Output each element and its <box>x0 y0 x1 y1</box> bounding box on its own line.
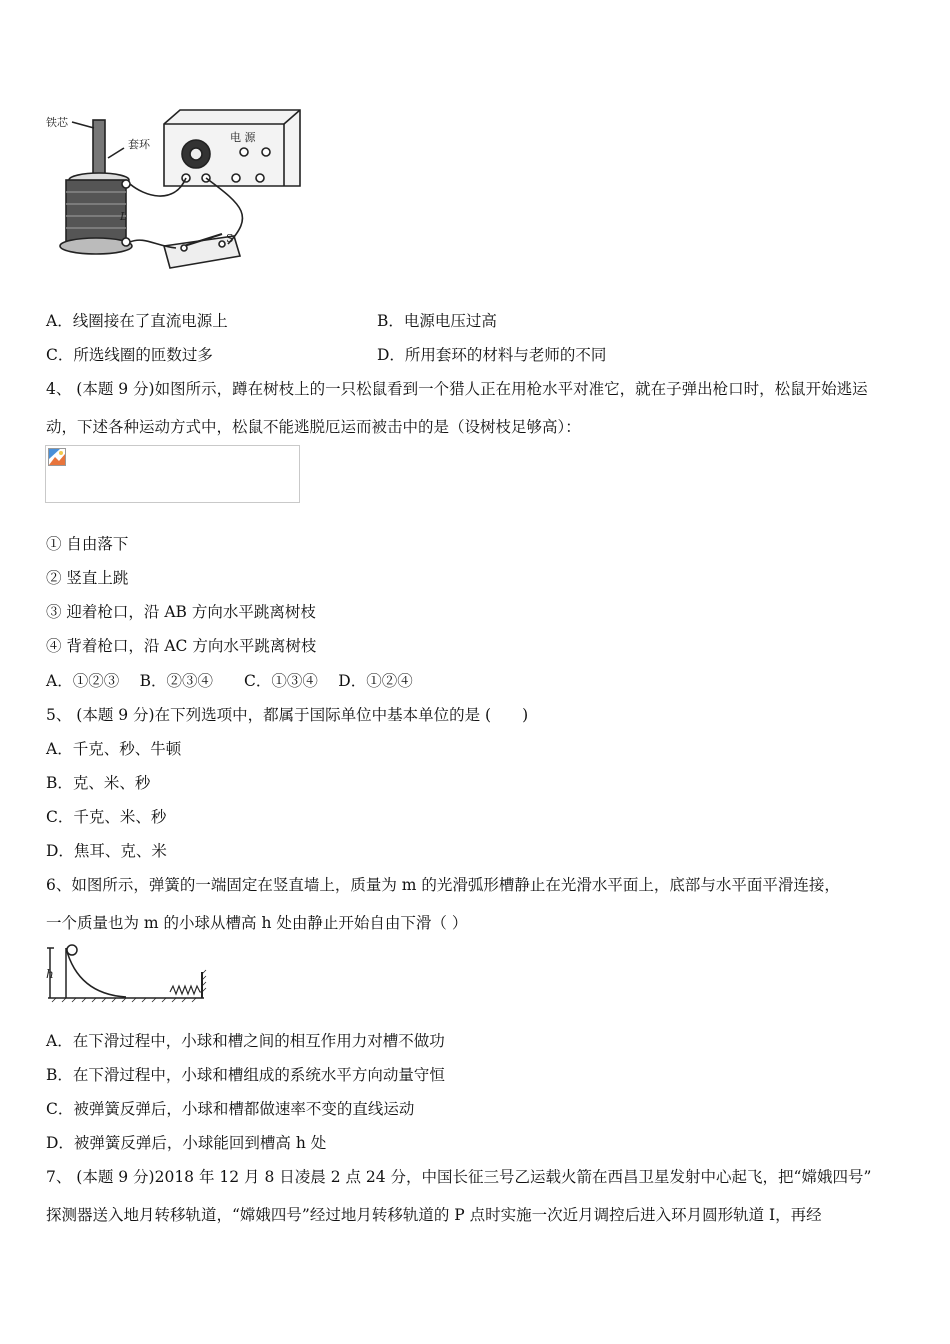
q3-option-a: A．线圈接在了直流电源上 <box>46 312 228 330</box>
core-label: 铁芯 <box>46 116 68 129</box>
q6-stem-line2: 一个质量也为 m 的小球从槽高 h 处由静止开始自由下滑（ ） <box>46 914 468 932</box>
q4-item-1: ① 自由落下 <box>46 535 129 553</box>
ring-label: 套环 <box>128 138 150 151</box>
q3-option-c: C．所选线圈的匝数过多 <box>46 346 213 364</box>
q4-stem-line2: 动，下述各种运动方式中，松鼠不能逃脱厄运而被击中的是（设树枝足够高）： <box>46 418 581 436</box>
q3-option-d: D．所用套环的材料与老师的不同 <box>377 346 607 364</box>
power-label: 电 源 <box>230 131 256 144</box>
q6-stem-line1: 6、如图所示，弹簧的一端固定在竖直墙上，质量为 m 的光滑弧形槽静止在光滑水平面上，底部与水平面平滑连接， <box>46 876 840 894</box>
electromagnet-apparatus-figure <box>44 96 306 274</box>
q5-option-d: D．焦耳、克、米 <box>46 842 167 860</box>
broken-image-icon <box>48 448 66 466</box>
q6-option-c: C．被弹簧反弹后，小球和槽都做速率不变的直线运动 <box>46 1100 415 1118</box>
q6-option-b: B．在下滑过程中，小球和槽组成的系统水平方向动量守恒 <box>46 1066 445 1084</box>
q6-option-d: D．被弹簧反弹后，小球能回到槽高 h 处 <box>46 1134 327 1152</box>
switch-S-label: S <box>226 232 234 245</box>
q5-option-a: A．千克、秒、牛顿 <box>46 740 182 758</box>
q7-stem-line2: 探测器送入地月转移轨道，“嫦娥四号”经过地月转移轨道的 P 点时实施一次近月调控后进入环月圆形轨道 I，再经 <box>46 1206 822 1224</box>
height-h-label: h <box>46 967 54 981</box>
q7-stem-line1: 7、 (本题 9 分)2018 年 12 月 8 日凌晨 2 点 24 分，中国长征三号乙运载火箭在西昌卫星发射中心起飞，把“嫦娥四号” <box>46 1168 872 1186</box>
q3-option-b: B．电源电压过高 <box>377 312 497 330</box>
q4-item-2: ② 竖直上跳 <box>46 569 129 587</box>
q4-item-4: ④ 背着枪口，沿 AC 方向水平跳离树枝 <box>46 637 317 655</box>
q5-option-c: C．千克、米、秒 <box>46 808 167 826</box>
q4-options: A．①②③ B．②③④ C．①③④ D．①②④ <box>46 672 413 690</box>
spring-groove-figure <box>44 942 208 1004</box>
missing-image-placeholder <box>45 445 300 503</box>
q5-option-b: B．克、米、秒 <box>46 774 151 792</box>
q4-item-3: ③ 迎着枪口，沿 AB 方向水平跳离树枝 <box>46 603 316 621</box>
q4-stem-line1: 4、 (本题 9 分)如图所示，蹲在树枝上的一只松鼠看到一个猎人正在用枪水平对准它，就在子弹出枪口时，松鼠开始逃运 <box>46 380 868 398</box>
coil-L-label: L <box>120 210 128 223</box>
q5-stem: 5、 (本题 9 分)在下列选项中，都属于国际单位中基本单位的是 ( ) <box>46 706 529 724</box>
q6-option-a: A．在下滑过程中，小球和槽之间的相互作用力对槽不做功 <box>46 1032 445 1050</box>
